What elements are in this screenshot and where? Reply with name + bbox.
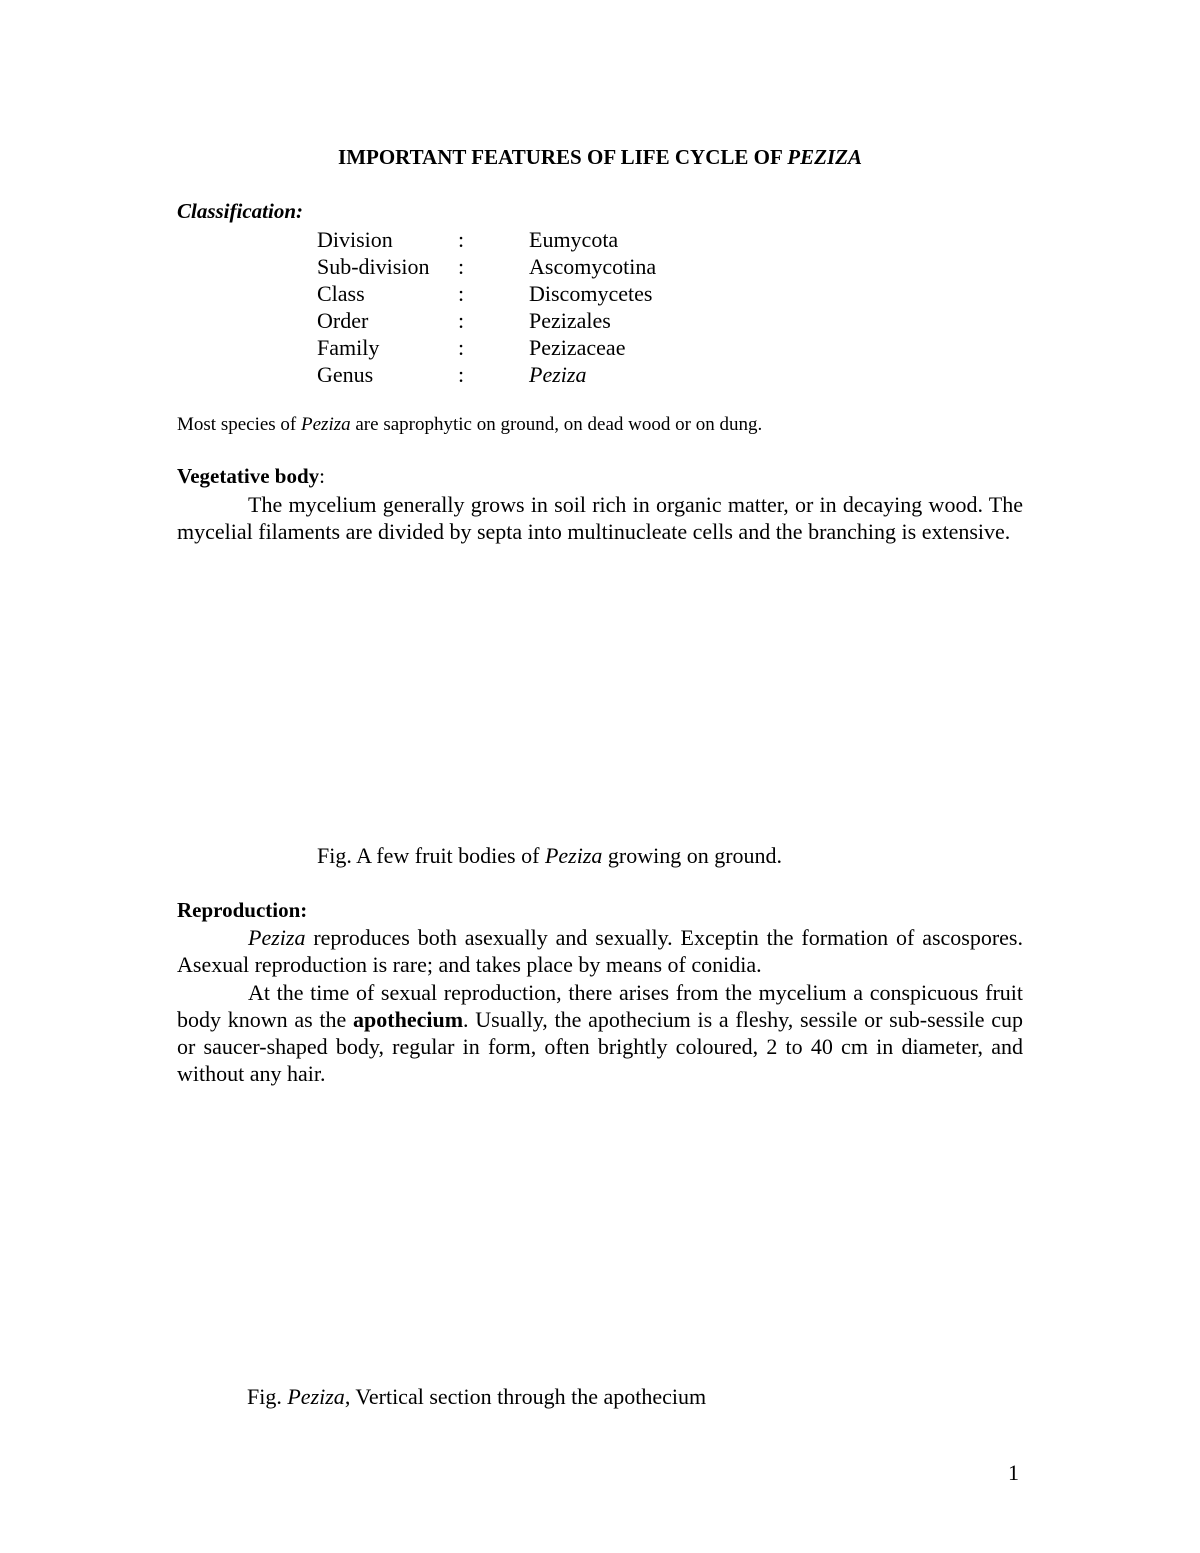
fig1-genus: Peziza bbox=[544, 843, 603, 868]
vegetative-text: The mycelium generally grows in soil rich in organic matter, or in decaying wood. The mycelial filaments are divided by septa into multinucleate cells and the branching is extensive. bbox=[177, 492, 1023, 544]
fig1-before: Fig. A few fruit bodies of bbox=[317, 843, 545, 868]
title-prefix: IMPORTANT FEATURES OF LIFE CYCLE OF bbox=[338, 145, 788, 169]
page-title bbox=[0, 145, 1200, 170]
reproduction-heading: Reproduction: bbox=[177, 898, 308, 922]
fig1-after: growing on ground. bbox=[602, 843, 783, 868]
note-after: are saprophytic on ground, on dead wood or on dung. bbox=[350, 414, 763, 435]
row-separator: : bbox=[458, 308, 465, 333]
classification-row-class bbox=[317, 280, 656, 307]
repro-genus: Peziza bbox=[248, 925, 306, 950]
vegetative-heading bbox=[177, 464, 325, 489]
reproduction-paragraph-2 bbox=[177, 979, 1023, 1087]
classification-row-genus bbox=[317, 361, 656, 388]
vegetative-paragraph bbox=[177, 491, 1023, 545]
fig2-before: Fig. bbox=[247, 1384, 288, 1409]
classification-row-family bbox=[317, 334, 656, 361]
row-separator: : bbox=[458, 254, 465, 279]
row-key: Family bbox=[317, 335, 380, 360]
repro-para2-after: . Usually, the apothecium is a fleshy, sessile or sub-sessile cup or saucer-shaped body, regular in form, often brightly coloured, 2 to 40 cm in diameter, and without any hair. bbox=[177, 1007, 1024, 1086]
repro-para2-term: apothecium bbox=[353, 1007, 464, 1032]
vegetative-heading-text: Vegetative body bbox=[177, 464, 320, 488]
row-key: Division bbox=[317, 227, 393, 252]
row-separator: : bbox=[458, 227, 465, 252]
row-value: Pezizales bbox=[529, 308, 611, 333]
vegetative-heading-suffix: : bbox=[319, 464, 325, 488]
repro-para1-text: reproduces both asexually and sexually. Exceptin the formation of ascospores. Asexual reproduction is rare; and takes place by means of conidia. bbox=[177, 925, 1023, 977]
row-key: Genus bbox=[317, 362, 374, 387]
habitat-note bbox=[177, 414, 762, 436]
repro-para2-before: At the time of sexual reproduction, there arises from the mycelium a conspicuous fruit body known as the bbox=[177, 980, 1023, 1032]
row-value: Eumycota bbox=[529, 227, 619, 252]
classification-row-division bbox=[317, 226, 656, 253]
classification-row-order bbox=[317, 307, 656, 334]
reproduction-paragraph-1 bbox=[177, 924, 1023, 978]
row-separator: : bbox=[458, 335, 465, 360]
figure-1-caption bbox=[317, 843, 782, 869]
row-value: Pezizaceae bbox=[529, 335, 626, 360]
row-key: Order bbox=[317, 308, 369, 333]
note-before: Most species of bbox=[177, 414, 302, 435]
row-value: Peziza bbox=[529, 362, 587, 387]
row-separator: : bbox=[458, 281, 465, 306]
row-key: Class bbox=[317, 281, 365, 306]
row-value: Ascomycotina bbox=[529, 254, 657, 279]
classification-row-subdivision bbox=[317, 253, 656, 280]
row-value: Discomycetes bbox=[529, 281, 653, 306]
fig2-genus: Peziza bbox=[287, 1384, 345, 1409]
title-genus: PEZIZA bbox=[787, 145, 862, 169]
classification-table bbox=[317, 226, 656, 388]
page-number: 1 bbox=[1008, 1460, 1019, 1485]
row-key: Sub-division bbox=[317, 254, 430, 279]
fig2-after: , Vertical section through the apothecium bbox=[344, 1384, 707, 1409]
figure-1-area bbox=[177, 585, 1023, 825]
classification-heading: Classification: bbox=[177, 199, 304, 223]
figure-2-area bbox=[177, 1100, 1023, 1370]
figure-2-caption bbox=[247, 1384, 706, 1410]
note-genus: Peziza bbox=[301, 414, 351, 435]
row-separator: : bbox=[458, 362, 465, 387]
